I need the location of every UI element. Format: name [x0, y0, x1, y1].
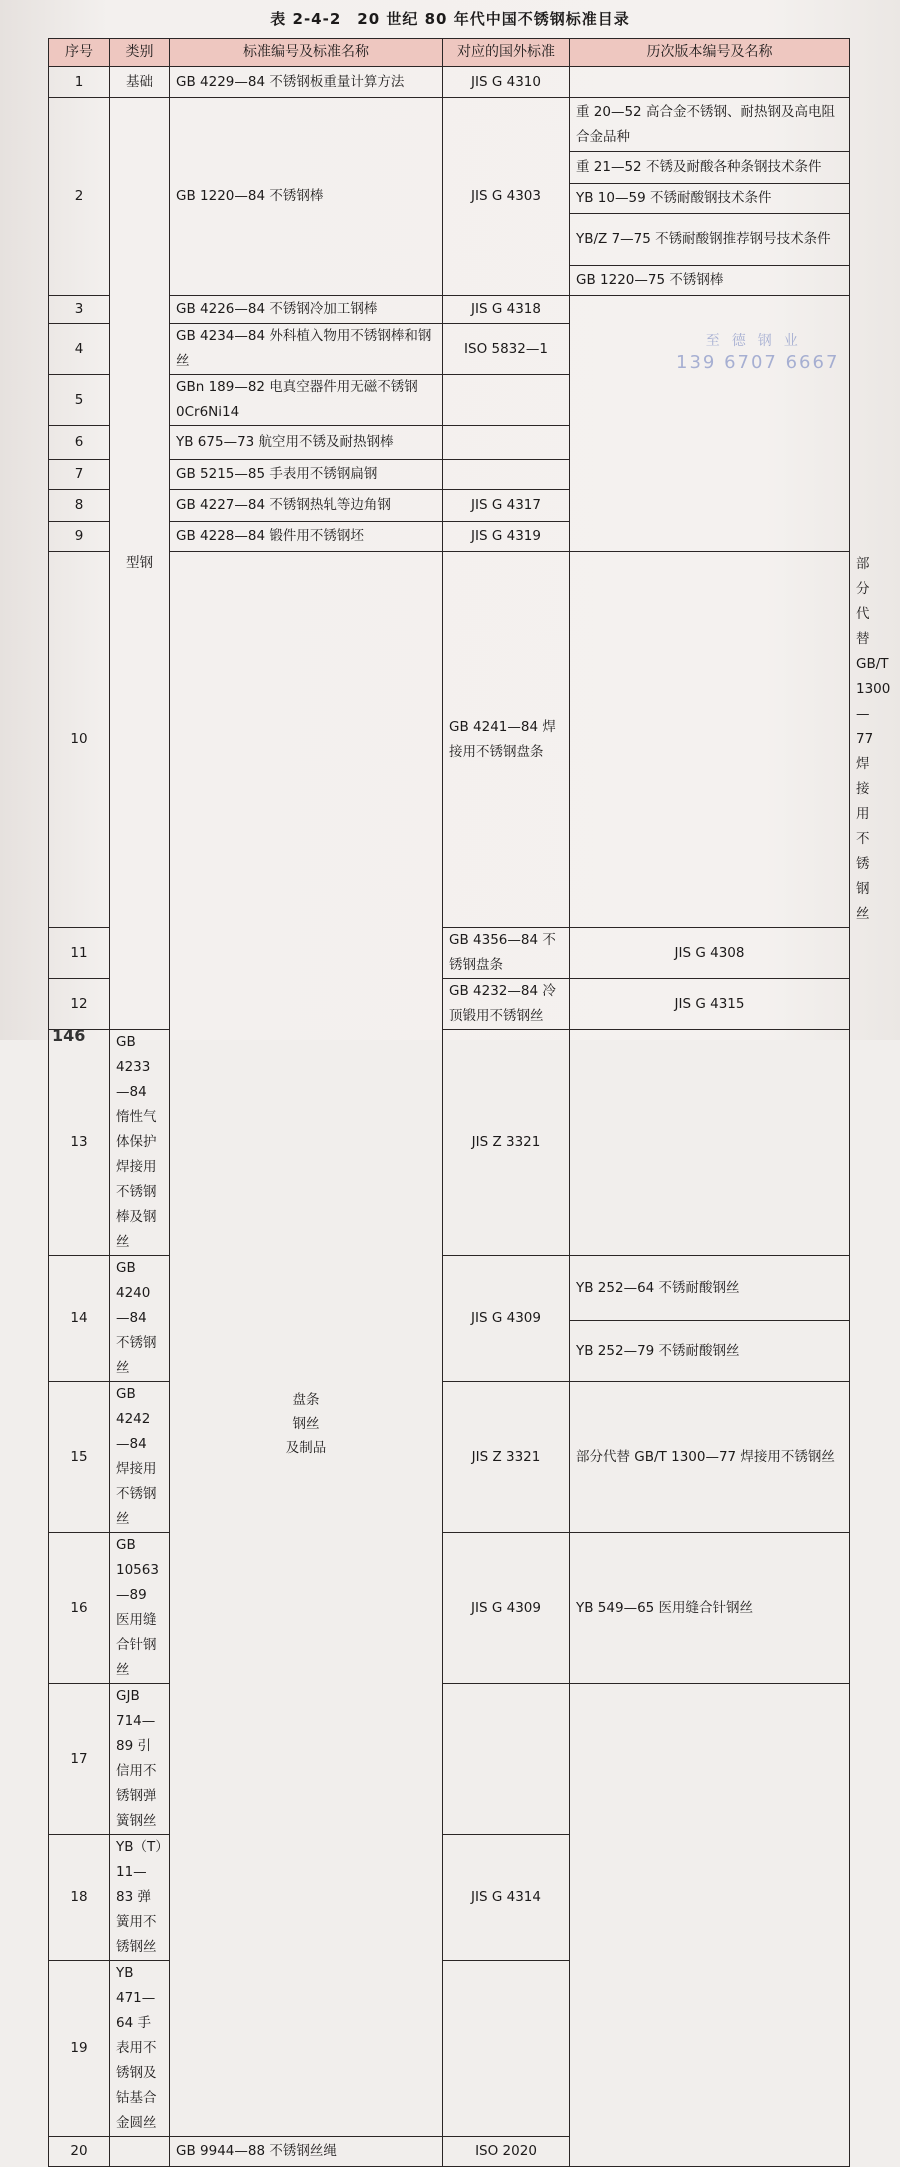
table-row	[49, 1030, 850, 1256]
row-no: 15	[49, 1382, 110, 1533]
history-entry: YB 549—65 医用缝合针钢丝	[570, 1533, 850, 1684]
row-no: 19	[49, 1961, 110, 2137]
row-no: 13	[49, 1030, 110, 1256]
standard-name: GB 4227—84 不锈钢热轧等边角钢	[170, 490, 443, 522]
standard-name: YB 675—73 航空用不锈及耐热钢棒	[170, 426, 443, 460]
table-row	[49, 1382, 850, 1533]
table-title: 表 2-4-2 20 世纪 80 年代中国不锈钢标准目录	[270, 10, 630, 28]
history-cell	[570, 67, 850, 98]
foreign-standard	[443, 426, 570, 460]
header-foreign: 对应的国外标准	[443, 39, 570, 67]
standard-name: GB 4233—84 惰性气体保护焊接用不锈钢棒及钢丝	[110, 1030, 170, 1256]
history-entry: YB/Z 7—75 不锈耐酸钢推荐钢号技术条件	[570, 214, 850, 266]
foreign-standard	[443, 1684, 570, 1835]
foreign-standard: JIS G 4308	[570, 928, 850, 979]
row-no: 2	[49, 98, 110, 296]
foreign-standard: JIS G 4309	[443, 1533, 570, 1684]
row-no: 3	[49, 296, 110, 324]
standard-name: GJB 714—89 引信用不锈钢弹簧钢丝	[110, 1684, 170, 1835]
header-no: 序号	[49, 39, 110, 67]
standard-name: GBn 189—82 电真空器件用无磁不锈钢 0Cr6Ni14	[170, 375, 443, 426]
row-no: 1	[49, 67, 110, 98]
row-no: 5	[49, 375, 110, 426]
history-cell-empty	[570, 1684, 850, 2167]
foreign-standard: JIS Z 3321	[443, 1030, 570, 1256]
standard-name: GB 4240—84 不锈钢丝	[110, 1256, 170, 1382]
foreign-standard: JIS G 4319	[443, 522, 570, 552]
row-no: 10	[49, 552, 110, 928]
row-no: 4	[49, 324, 110, 375]
row-no: 14	[49, 1256, 110, 1382]
standard-name: GB 5215—85 手表用不锈钢扁钢	[170, 460, 443, 490]
foreign-standard: JIS G 4318	[443, 296, 570, 324]
history-entry: 部分代替 GB/T 1300—77 焊接用不锈钢丝	[570, 1382, 850, 1533]
standard-name: GB 1220—84 不锈钢棒	[170, 98, 443, 296]
foreign-standard: JIS Z 3321	[443, 1382, 570, 1533]
history-entry: 重 21—52 不锈及耐酸各种条钢技术条件	[570, 152, 850, 184]
standard-name: GB 4242—84 焊接用不锈钢丝	[110, 1382, 170, 1533]
standard-name: GB 4226—84 不锈钢冷加工钢棒	[170, 296, 443, 324]
standard-name: YB 471—64 手表用不锈钢及钴基合金圆丝	[110, 1961, 170, 2137]
standard-name: YB（T）11—83 弹簧用不锈钢丝	[110, 1835, 170, 1961]
category-basic: 基础	[110, 67, 170, 98]
table-row	[49, 1256, 850, 1321]
standard-name: GB 4241—84 焊接用不锈钢盘条	[443, 552, 570, 928]
watermark	[676, 330, 839, 374]
row-no: 20	[49, 2137, 110, 2167]
foreign-standard: JIS G 4317	[443, 490, 570, 522]
standard-name: GB 4228—84 锻件用不锈钢坯	[170, 522, 443, 552]
row-no: 16	[49, 1533, 110, 1684]
foreign-standard: ISO 5832—1	[443, 324, 570, 375]
table-row	[49, 1533, 850, 1684]
watermark-phone: 139 6707 6667	[676, 352, 840, 373]
watermark-company: 至德钢业	[705, 333, 810, 349]
history-entry: YB 252—64 不锈耐酸钢丝	[570, 1256, 850, 1321]
category-empty	[110, 2137, 170, 2167]
foreign-standard: JIS G 4303	[443, 98, 570, 296]
foreign-standard: JIS G 4315	[570, 979, 850, 1030]
table-row	[49, 552, 850, 928]
standard-name: GB 9944—88 不锈钢丝绳	[170, 2137, 443, 2167]
row-no: 12	[49, 979, 110, 1030]
row-no: 18	[49, 1835, 110, 1961]
row-no: 17	[49, 1684, 110, 1835]
page-number: 146	[52, 1026, 86, 1045]
header-standard: 标准编号及标准名称	[170, 39, 443, 67]
row-no: 6	[49, 426, 110, 460]
foreign-standard: JIS G 4309	[443, 1256, 570, 1382]
foreign-standard: JIS G 4314	[443, 1835, 570, 1961]
header-category: 类别	[110, 39, 170, 67]
standard-name: GB 4229—84 不锈钢板重量计算方法	[170, 67, 443, 98]
standard-name: GB 4232—84 冷顶锻用不锈钢丝	[443, 979, 570, 1030]
history-entry: GB 1220—75 不锈钢棒	[570, 266, 850, 296]
history-entry: YB 10—59 不锈耐酸钢技术条件	[570, 184, 850, 214]
row-no: 11	[49, 928, 110, 979]
history-entry: 重 20—52 高合金不锈钢、耐热钢及高电阻合金品种	[570, 98, 850, 152]
foreign-standard	[570, 552, 850, 928]
category-coil	[170, 552, 443, 2137]
standard-name: GB 10563—89 医用缝合针钢丝	[110, 1533, 170, 1684]
row-no: 8	[49, 490, 110, 522]
table-row	[49, 98, 850, 152]
table-row	[49, 67, 850, 98]
category-coil-label: 盘条 钢丝 及制品	[285, 1391, 327, 1456]
table-row	[49, 296, 850, 324]
foreign-standard: JIS G 4310	[443, 67, 570, 98]
header-row	[49, 39, 850, 67]
header-history: 历次版本编号及名称	[570, 39, 850, 67]
history-entry: YB 252—79 不锈耐酸钢丝	[570, 1321, 850, 1382]
foreign-standard	[443, 375, 570, 426]
foreign-standard: ISO 2020	[443, 2137, 570, 2167]
standard-name: GB 4356—84 不锈钢盘条	[443, 928, 570, 979]
foreign-standard	[443, 460, 570, 490]
row-no: 7	[49, 460, 110, 490]
row-no: 9	[49, 522, 110, 552]
standard-name: GB 4234—84 外科植入物用不锈钢棒和钢丝	[170, 324, 443, 375]
foreign-standard	[443, 1961, 570, 2137]
category-section: 型钢	[110, 98, 170, 1030]
table-row	[49, 1684, 850, 1835]
